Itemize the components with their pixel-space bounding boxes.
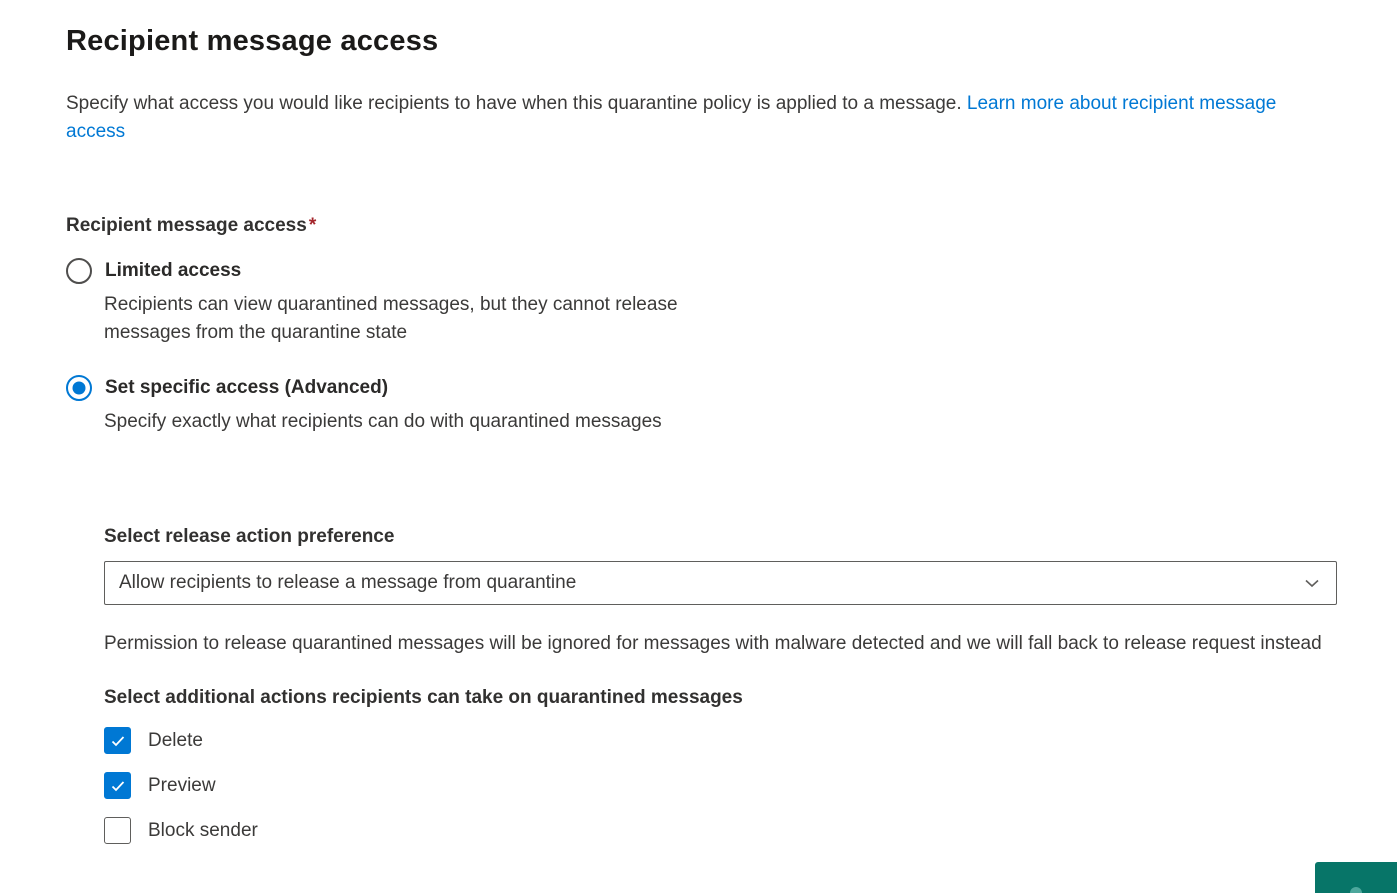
checkbox-delete[interactable] xyxy=(104,727,131,754)
page-description-text: Specify what access you would like recipients to have when this quarantine policy is applied to a message. xyxy=(66,93,962,114)
access-radio-group xyxy=(66,258,1340,436)
radio-label-limited-access: Limited access xyxy=(105,260,242,281)
radio-label-set-specific-access: Set specific access (Advanced) xyxy=(105,377,389,398)
page-title: Recipient message access xyxy=(66,25,439,57)
radio-option-set-specific-access xyxy=(66,375,1340,436)
radio-button-limited-access-icon[interactable] xyxy=(66,258,92,284)
checkmark-icon xyxy=(110,778,126,794)
learn-more-link[interactable]: Learn more about recipient message access xyxy=(66,93,1277,142)
chevron-down-icon xyxy=(1304,575,1320,591)
access-field-label-text: Recipient message access xyxy=(66,215,307,236)
release-action-dropdown-value: Allow recipients to release a message from quarantine xyxy=(119,572,577,593)
checkbox-label-preview: Preview xyxy=(148,774,216,796)
page-description xyxy=(66,90,1338,146)
advanced-access-section xyxy=(104,526,1337,844)
checkbox-row-block-sender[interactable] xyxy=(104,817,1337,844)
checkbox-label-delete: Delete xyxy=(148,729,203,751)
radio-description-limited-access: Recipients can view quarantined messages, but they cannot release messages from the quarantine state xyxy=(104,294,678,343)
required-marker: * xyxy=(308,215,317,236)
release-note: Permission to release quarantined messages will be ignored for messages with malware detected and we will fall back to release request instead xyxy=(104,633,1322,654)
access-field-label xyxy=(66,215,1340,237)
radio-row-set-specific-access[interactable] xyxy=(66,375,1340,401)
radio-description-set-specific-access: Specify exactly what recipients can do with quarantined messages xyxy=(104,411,662,432)
radio-option-limited-access xyxy=(66,258,1340,347)
checkbox-preview[interactable] xyxy=(104,772,131,799)
release-action-label: Select release action preference xyxy=(104,526,395,547)
checkbox-block-sender[interactable] xyxy=(104,817,131,844)
feedback-button[interactable] xyxy=(1315,862,1397,893)
radio-button-set-specific-access-icon[interactable] xyxy=(66,375,92,401)
additional-actions-group xyxy=(104,727,1337,844)
checkbox-row-preview[interactable] xyxy=(104,772,1337,799)
radio-row-limited-access[interactable] xyxy=(66,258,1340,284)
checkbox-row-delete[interactable] xyxy=(104,727,1337,754)
additional-actions-label: Select additional actions recipients can take on quarantined messages xyxy=(104,687,743,708)
checkbox-label-block-sender: Block sender xyxy=(148,819,258,841)
checkmark-icon xyxy=(110,733,126,749)
release-action-dropdown[interactable] xyxy=(104,561,1337,605)
